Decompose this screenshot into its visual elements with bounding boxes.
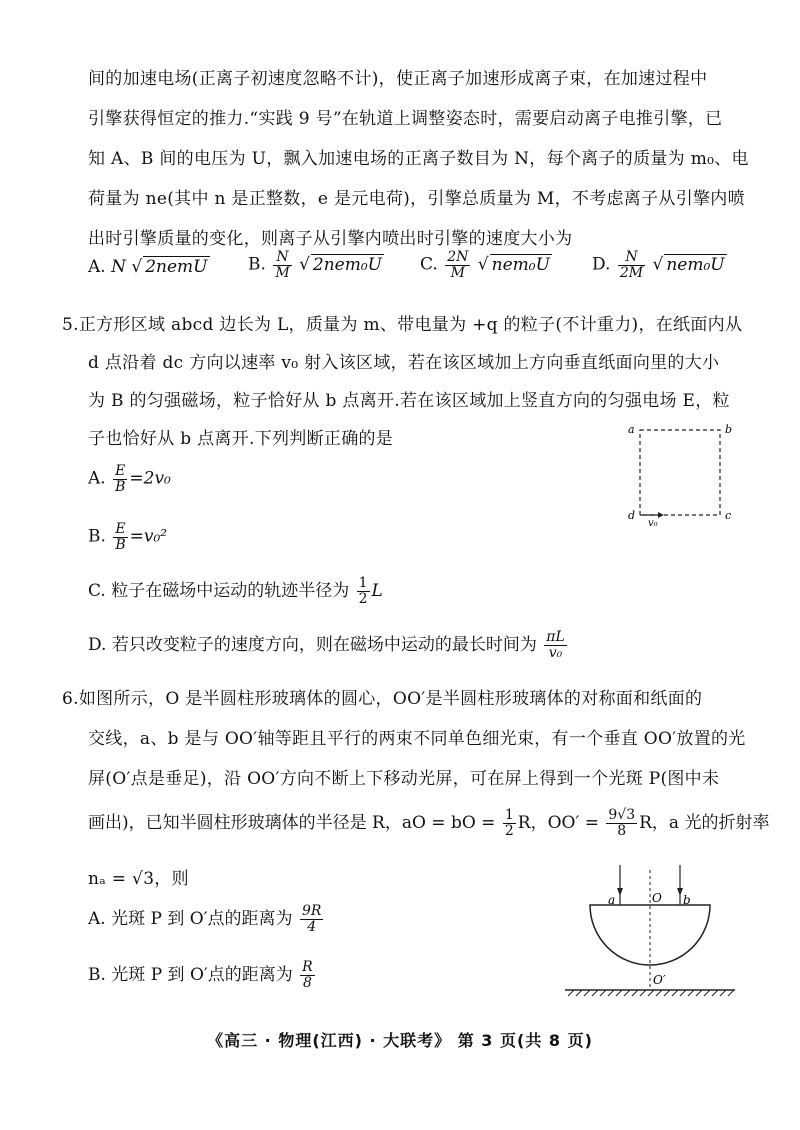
q6-line-4: 画出)，已知半圆柱形玻璃体的半径是 R，aO = bO = $\frac{1}{2}$ R，OO′ = $\frac{9√3}{8}$ R，a 光的折射率 xyxy=(88,807,770,839)
q4-line-4: 荷量为 ne(其中 n 是正整数，e 是元电荷)，引擎总质量为 M，不考虑离子从引擎内喷 xyxy=(88,189,745,209)
screen-hatch xyxy=(568,990,734,996)
label-a: a xyxy=(628,423,635,436)
q5-option-b: B. $\frac{E}{B}$ =v₀² xyxy=(88,521,168,553)
q6-semicylinder-figure xyxy=(560,860,740,1000)
label-o: O xyxy=(652,891,662,905)
label-b-beam: b xyxy=(683,893,691,907)
label-a-beam: a xyxy=(608,893,616,907)
label-o-prime: O′ xyxy=(653,973,666,987)
q5-line-4: 子也恰好从 b 点离开.下列判断正确的是 xyxy=(88,429,394,449)
q5-option-a: A. $\frac{E}{B}$ =2v₀ xyxy=(88,463,171,495)
q5-square-figure xyxy=(620,418,750,528)
q6-line-2: 交线，a、b 是与 OO′轴等距且平行的两束不同单色细光束，有一个垂直 OO′放置的光 xyxy=(88,729,746,749)
q5-option-d: D. 若只改变粒子的速度方向，则在磁场中运动的最长时间为 $\frac{\pi L}{\text{v₀}}$ xyxy=(88,629,565,661)
q6-line-5: nₐ = √3，则 xyxy=(88,869,189,889)
q4-option-c: C. $\frac{2N}{M}$ √ nem₀U xyxy=(420,249,550,281)
q5-line-1: 5.正方形区域 abcd 边长为 L，质量为 m、带电量为 +q 的粒子(不计重力)，在纸面内从 xyxy=(62,315,743,335)
velocity-arrowhead xyxy=(658,512,664,518)
page-footer: 《高三 · 物理(江西) · 大联考》 第 3 页(共 8 页) xyxy=(207,1031,593,1050)
q5-line-3: 为 B 的匀强磁场，粒子恰好从 b 点离开.若在该区域加上竖直方向的匀强电场 E，粒 xyxy=(88,391,730,411)
q4-option-a: A. N √ 2nemU xyxy=(88,257,208,277)
q4-option-d: D. $\frac{N}{2M}$ √ nem₀U xyxy=(592,249,725,281)
label-v0: v₀ xyxy=(648,518,658,528)
q4-line-5: 出时引擎质量的变化，则离子从引擎内喷出时引擎的速度大小为 xyxy=(88,229,573,249)
q5-line-2: d 点沿着 dc 方向以速率 v₀ 射入该区域，若在该区域加上方向垂直纸面向里的大小 xyxy=(88,353,720,373)
q6-option-b: B. 光斑 P 到 O′点的距离为 $\frac{R}{8}$ xyxy=(88,959,313,991)
q6-line-3: 屏(O′点是垂足)，沿 OO′方向不断上下移动光屏，可在屏上得到一个光斑 P(图中未 xyxy=(88,769,720,789)
label-c: c xyxy=(725,509,732,522)
q4-line-2: 引擎获得恒定的推力.“实践 9 号”在轨道上调整姿态时，需要启动离子电推引擎，已 xyxy=(88,109,723,129)
q5-option-c: C. 粒子在磁场中运动的轨迹半径为 $\frac{1}{2}$ L xyxy=(88,575,383,607)
q6-option-a: A. 光斑 P 到 O′点的距离为 $\frac{9R}{4}$ xyxy=(88,903,322,935)
q4-option-b: B. $\frac{N}{M}$ √ 2nem₀U xyxy=(248,249,382,281)
square-region xyxy=(640,430,720,515)
q4-line-3: 知 A、B 间的电压为 U，飘入加速电场的正离子数目为 N，每个离子的质量为 m₀、电 xyxy=(88,149,749,169)
q6-line-1: 6.如图所示，O 是半圆柱形玻璃体的圆心，OO′是半圆柱形玻璃体的对称面和纸面的 xyxy=(62,689,703,709)
label-d: d xyxy=(628,509,636,522)
q4-line-1: 间的加速电场(正离子初速度忽略不计)，使正离子加速形成离子束，在加速过程中 xyxy=(88,69,708,89)
beam-a-arrowhead xyxy=(617,888,623,896)
label-b: b xyxy=(725,423,733,436)
